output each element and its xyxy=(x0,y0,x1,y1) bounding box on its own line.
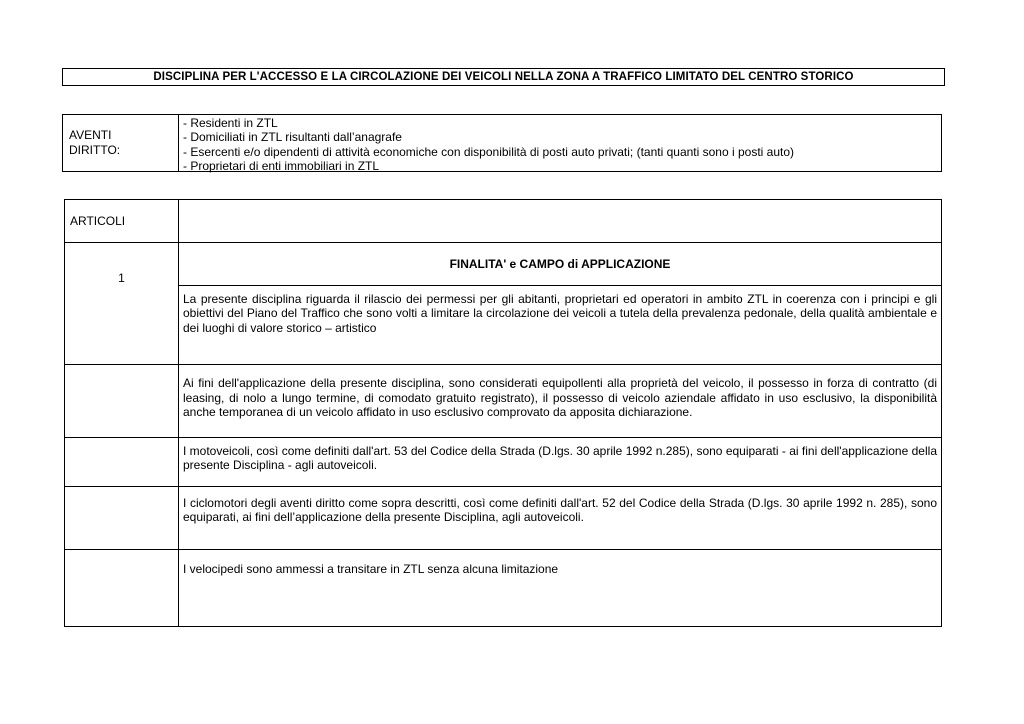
article-number: 1 xyxy=(65,243,179,365)
aventi-diritto-item: - Domiciliati in ZTL risultanti dall’anagrafe xyxy=(183,130,402,145)
paragraph: Ai fini dell'applicazione della presente disciplina, sono considerati equipollenti alla proprietà del veicolo, il possesso in forza di contratto (di leasing, di nolo a lungo termine, di comodato gratuito registrato), il possesso di veicolo aziendale affidato in uso esclusivo, la disponibilità anche temporanea di un veicolo affidato in uso esclusivo comprovato da apposita dichiarazione. xyxy=(179,365,942,437)
table-row xyxy=(65,486,942,549)
table-row xyxy=(65,549,942,626)
document-title-box xyxy=(62,68,945,86)
aventi-diritto-item: - Esercenti e/o dipendenti di attività economiche con disponibilità di posti auto privati; (tanti quanti sono i posti auto) xyxy=(183,144,795,159)
table-header-row xyxy=(65,200,942,243)
table-row xyxy=(65,437,942,486)
empty-number-cell xyxy=(65,365,179,437)
paragraph: I ciclomotori degli aventi diritto come sopra descritti, così come definiti dall'art. 52 del Codice della Strada (D.lgs. 30 aprile 1992 n. 285), sono equiparati, ai fini dell’applicazione della presente Disciplina, agli autoveicoli. xyxy=(179,486,942,549)
document-title: DISCIPLINA PER L'ACCESSO E LA CIRCOLAZIONE DEI VEICOLI NELLA ZONA A TRAFFICO LIMITATO DEL CENTRO STORICO xyxy=(153,71,854,83)
section-title: FINALITA' e CAMPO di APPLICAZIONE xyxy=(179,243,942,286)
section-title-row xyxy=(65,243,942,286)
articoli-table xyxy=(64,199,942,627)
aventi-diritto-label xyxy=(63,115,179,171)
table-row xyxy=(65,365,942,437)
paragraph: I velocipedi sono ammessi a transitare in ZTL senza alcuna limitazione xyxy=(179,549,942,626)
paragraph: I motoveicoli, così come definiti dall'art. 53 del Codice della Strada (D.lgs. 30 aprile 1992 n.285), sono equiparati - ai fini dell'applicazione della presente Disciplina - agli autoveicoli. xyxy=(179,437,942,486)
aventi-diritto-label-line1: AVENTI xyxy=(69,128,112,142)
aventi-diritto-item: - Proprietari di enti immobiliari in ZTL xyxy=(183,158,380,173)
empty-number-cell xyxy=(65,437,179,486)
articoli-header: ARTICOLI xyxy=(65,200,179,243)
aventi-diritto-box xyxy=(62,114,942,172)
empty-number-cell xyxy=(65,486,179,549)
aventi-diritto-label-line2: DIRITTO: xyxy=(69,143,121,157)
table-row xyxy=(65,286,942,365)
aventi-diritto-item: - Residenti in ZTL xyxy=(183,116,278,130)
empty-number-cell xyxy=(65,549,179,626)
aventi-diritto-list xyxy=(179,115,941,171)
paragraph: La presente disciplina riguarda il rilascio dei permessi per gli abitanti, proprietari ed operatori in ambito ZTL in coerenza con i principi e gli obiettivi del Piano del Traffico che sono volti a limitare la circolazione dei veicoli a tutela della prevalenza pedonale, della qualità ambientale e dei luoghi di valore storico – artistico xyxy=(179,286,942,365)
empty-header-cell xyxy=(179,200,942,243)
